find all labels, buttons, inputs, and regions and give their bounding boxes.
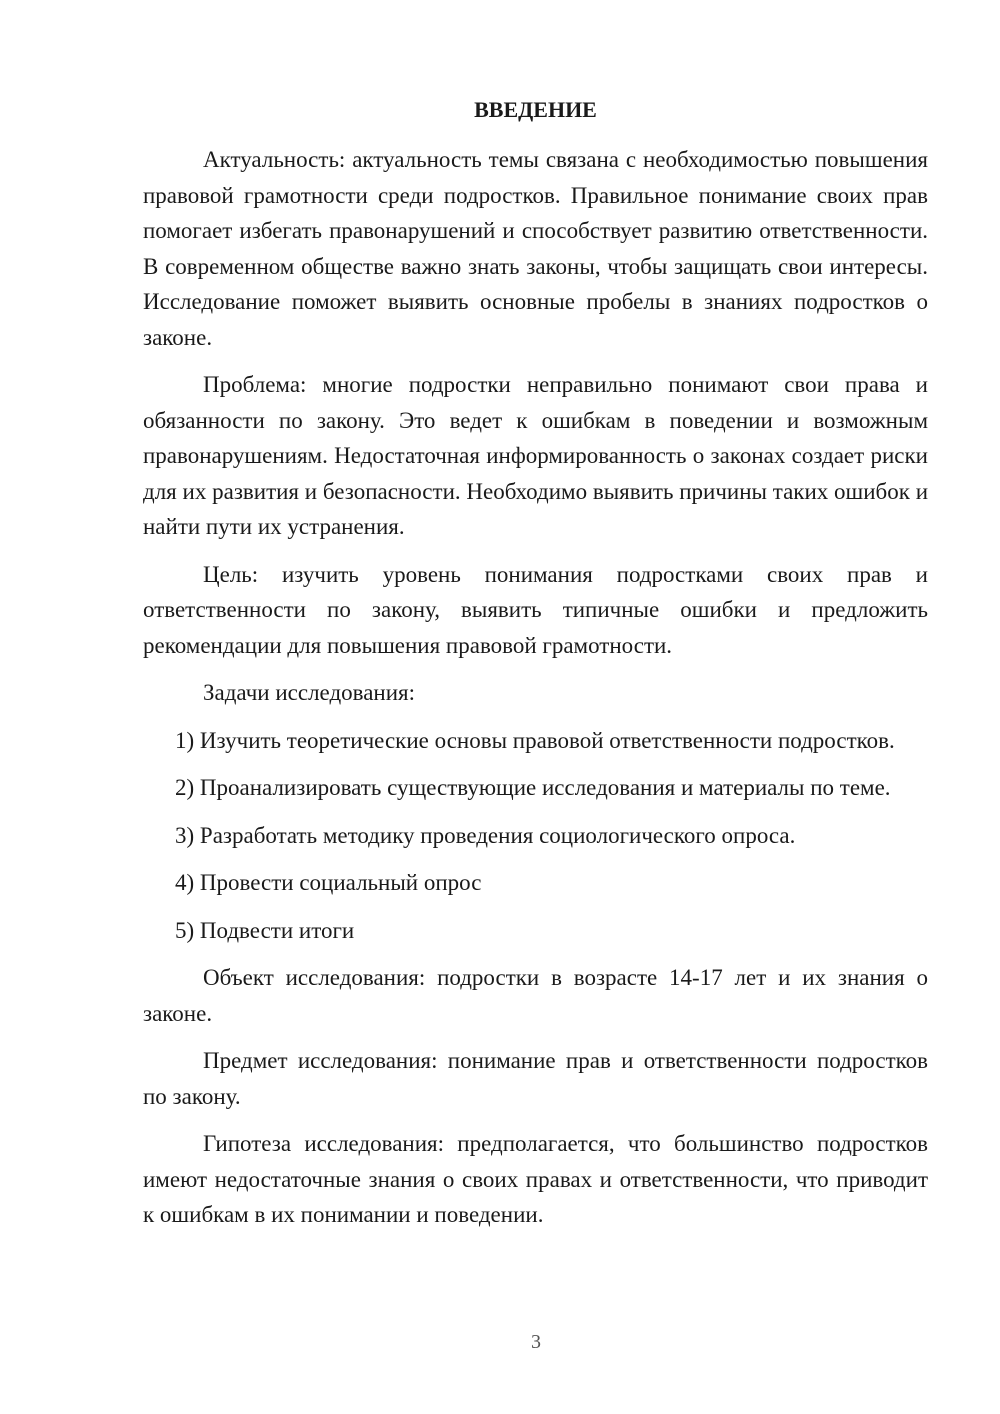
paragraph-tasks-heading: Задачи исследования:	[203, 680, 416, 705]
page-content	[143, 90, 928, 1245]
paragraph-object: Объект исследования: подростки в возрасте 14-17 лет и их знания о законе.	[143, 965, 928, 1026]
paragraph-hypothesis: Гипотеза исследования: предполагается, что большинство подростков имеют недостаточные знания о своих правах и ответственности, что приводит к ошибкам в их понимании и поведении.	[143, 1131, 928, 1227]
paragraph-goal: Цель: изучить уровень понимания подростками своих прав и ответственности по закону, выявить типичные ошибки и предложить рекомендации для повышения правовой грамотности.	[143, 561, 928, 658]
task-item-4: 4) Провести социальный опрос	[175, 870, 482, 895]
task-item-2: 2) Проанализировать существующие исследования и материалы по теме.	[175, 775, 891, 800]
paragraph-subject: Предмет исследования: понимание прав и ответственности подростков по закону.	[143, 1048, 928, 1109]
page-number: 3	[531, 1331, 541, 1353]
task-item-3: 3) Разработать методику проведения социологического опроса.	[175, 822, 796, 848]
paragraph-problem: Проблема: многие подростки неправильно понимают свои права и обязанности по закону. Это ведет к ошибкам в поведении и возможным правонарушениям. Недостаточная информированность о законах создает риски для их развития и безопасности. Необходимо выявить причины таких ошибок и найти пути их устранения.	[143, 372, 928, 539]
page-title: ВВЕДЕНИЕ	[474, 97, 597, 122]
paragraph-relevance: Актуальность: актуальность темы связана с необходимостью повышения правовой грамотности среди подростков. Правильное понимание своих прав помогает избегать правонарушений и способствует развитию ответственности. В современном обществе важно знать законы, чтобы защищать свои интересы. Исследование поможет выявить основные пробелы в знаниях подростков о законе.	[143, 147, 928, 350]
task-item-5: 5) Подвести итоги	[175, 917, 355, 943]
task-item-1: 1) Изучить теоретические основы правовой ответственности подростков.	[175, 727, 895, 753]
